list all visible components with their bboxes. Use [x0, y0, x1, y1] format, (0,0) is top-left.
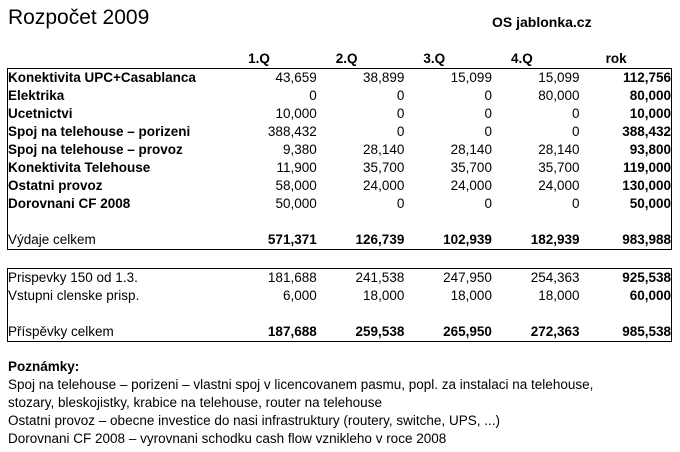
note-line: Dorovnani CF 2008 – vyrovnani schodku cash flow vznikleho v roce 2008: [8, 431, 447, 446]
table-row: Konektivita Telehouse 11,900 35,700 35,700 35,700 119,000: [8, 160, 671, 175]
column-header-q2: 2.Q: [335, 51, 358, 66]
note-line: Ostatni provoz – obecne investice do nasi infrastruktury (routery, switche, UPS, ...): [8, 413, 500, 428]
table-row: Ostatni provoz 58,000 24,000 24,000 24,000 130,000: [8, 178, 671, 193]
table-row: Elektrika 0 0 0 80,000 80,000: [8, 88, 671, 103]
table-row: Spoj na telehouse – porizeni 388,432 0 0 0 388,432: [8, 124, 671, 139]
page-title: Rozpočet 2009: [8, 6, 150, 29]
table-row: Vstupni clenske prisp. 6,000 18,000 18,000 18,000 60,000: [8, 288, 671, 303]
budget-table: [7, 50, 672, 342]
column-header-q3: 3.Q: [423, 51, 446, 66]
table-row: Prispevky 150 od 1.3. 181,688 241,538 247,950 254,363 925,538: [8, 270, 671, 285]
income-total-row: Příspěvky celkem 187,688 259,538 265,950 272,363 985,538: [8, 323, 672, 342]
table-row: Ucetnictvi 10,000 0 0 0 10,000: [8, 106, 671, 121]
table-row: Dorovnani CF 2008 50,000 0 0 0 50,000: [8, 196, 671, 211]
column-header-year: rok: [605, 51, 627, 66]
notes-section: [8, 358, 593, 448]
expenses-total-row: Výdaje celkem 571,371 126,739 102,939 182,939 983,988: [8, 231, 672, 250]
table-row: Konektivita UPC+Casablanca 43,659 38,899 15,099 15,099 112,756: [8, 70, 671, 85]
table-header-row: [8, 50, 672, 69]
table-row: Spoj na telehouse – provoz 9,380 28,140 28,140 28,140 93,800: [8, 142, 671, 157]
note-line: stozary, bleskojistky, krabice na telehouse, router na telehouse: [8, 395, 382, 410]
column-header-q4: 4.Q: [510, 51, 533, 66]
notes-title: Poznámky:: [8, 359, 80, 374]
note-line: Spoj na telehouse – porizeni – vlastni spoj v licencovanem pasmu, popl. za instalaci na telehouse,: [8, 377, 594, 392]
organization-name: OS jablonka.cz: [492, 14, 592, 30]
column-header-q1: 1.Q: [248, 51, 270, 66]
